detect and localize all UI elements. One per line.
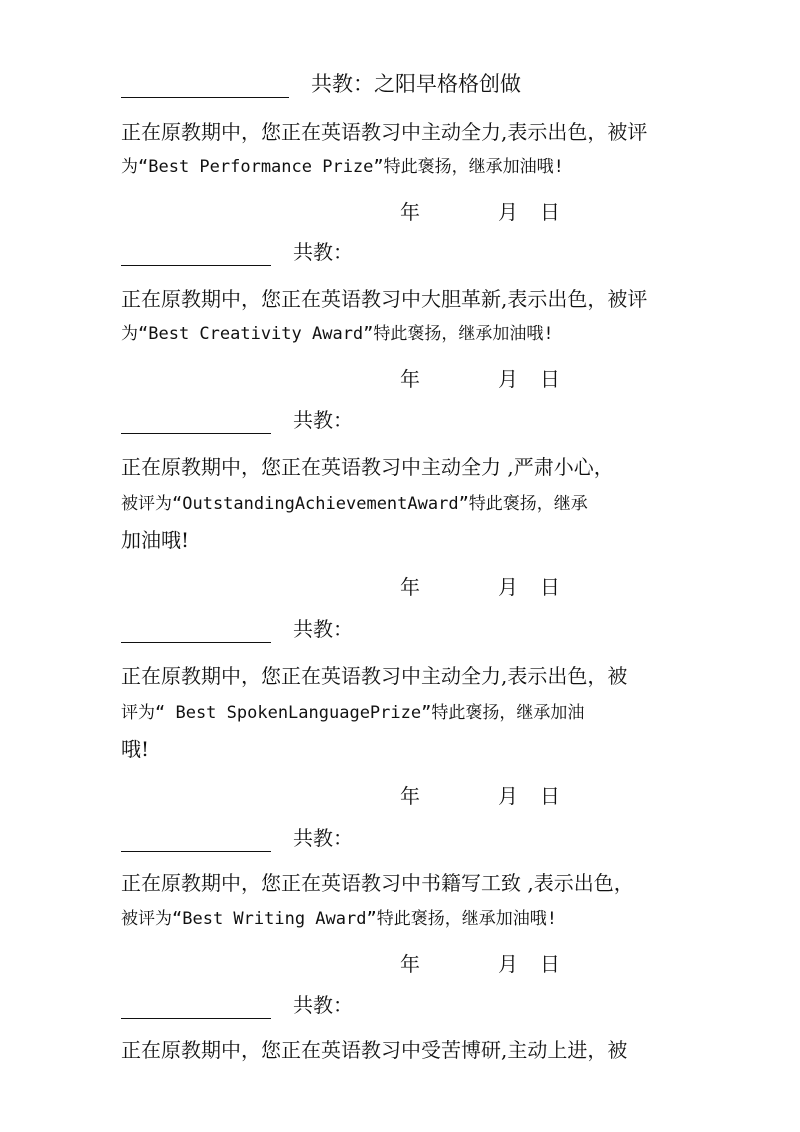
date-month: 月 (498, 575, 518, 599)
name-blank[interactable] (121, 624, 271, 643)
name-blank[interactable] (121, 415, 271, 434)
name-blank[interactable] (121, 79, 289, 98)
certificate-3-line-2 (121, 488, 681, 518)
certificate-4-line-2-text: 评为“ Best SpokenLanguagePrize”特此褒扬，继承加油 (121, 703, 585, 723)
certificate-1-line-1: 正在原教期中，您正在英语教习中主动全力,表示出色，被评 (121, 120, 648, 144)
salutation: 共教： (293, 826, 353, 850)
date-year: 年 (400, 575, 420, 599)
certificate-4-line-2 (121, 697, 681, 727)
date-month: 月 (498, 784, 518, 808)
certificate-3-line-3: 加油哦! (121, 528, 190, 552)
name-blank[interactable] (121, 247, 271, 266)
certificate-4-header (121, 615, 681, 643)
certificate-4-line-3: 哦! (121, 737, 150, 761)
certificate-6-line-1: 正在原教期中，您正在英语教习中受苦博研,主动上进，被 (121, 1038, 628, 1062)
certificate-2-header (121, 238, 681, 266)
certificate-2-line-2: 为“Best Creativity Award”特此褒扬，继承加油哦! (121, 324, 554, 344)
date-year: 年 (400, 952, 420, 976)
certificate-5-line-2: 被评为“Best Writing Award”特此褒扬，继承加油哦! (121, 909, 557, 929)
date-year: 年 (400, 784, 420, 808)
date-month: 月 (498, 952, 518, 976)
date-month: 月 (498, 200, 518, 224)
name-blank[interactable] (121, 833, 271, 852)
date-day: 日 (540, 575, 560, 599)
certificate-3-header (121, 406, 681, 434)
salutation: 共教： (293, 408, 353, 432)
certificate-2-line-1: 正在原教期中，您正在英语教习中大胆革新,表示出色，被评 (121, 287, 648, 311)
date-year: 年 (400, 200, 420, 224)
certificate-5-line-1: 正在原教期中，您正在英语教习中书籍写工致 ,表示出色， (121, 871, 634, 895)
date-month: 月 (498, 367, 518, 391)
salutation: 共教： (293, 617, 353, 641)
document-title: 共教：之阳早格格创做 (311, 72, 521, 96)
certificate-4-line-1: 正在原教期中，您正在英语教习中主动全力,表示出色，被 (121, 664, 628, 688)
date-day: 日 (540, 200, 560, 224)
certificate-5-header (121, 824, 681, 852)
certificate-6-header (121, 991, 681, 1019)
name-blank[interactable] (121, 1000, 271, 1019)
date-day: 日 (540, 367, 560, 391)
certificate-3-line-2-text: 被评为“OutstandingAchievementAward”特此褒扬，继承 (121, 494, 588, 514)
certificate-1-header (121, 70, 681, 98)
certificate-1-line-2: 为“Best Performance Prize”特此褒扬，继承加油哦! (121, 157, 564, 177)
date-day: 日 (540, 952, 560, 976)
salutation: 共教： (293, 993, 353, 1017)
date-year: 年 (400, 367, 420, 391)
date-day: 日 (540, 784, 560, 808)
certificate-3-line-1: 正在原教期中，您正在英语教习中主动全力 ,严肃小心， (121, 455, 614, 479)
salutation: 共教： (293, 240, 353, 264)
